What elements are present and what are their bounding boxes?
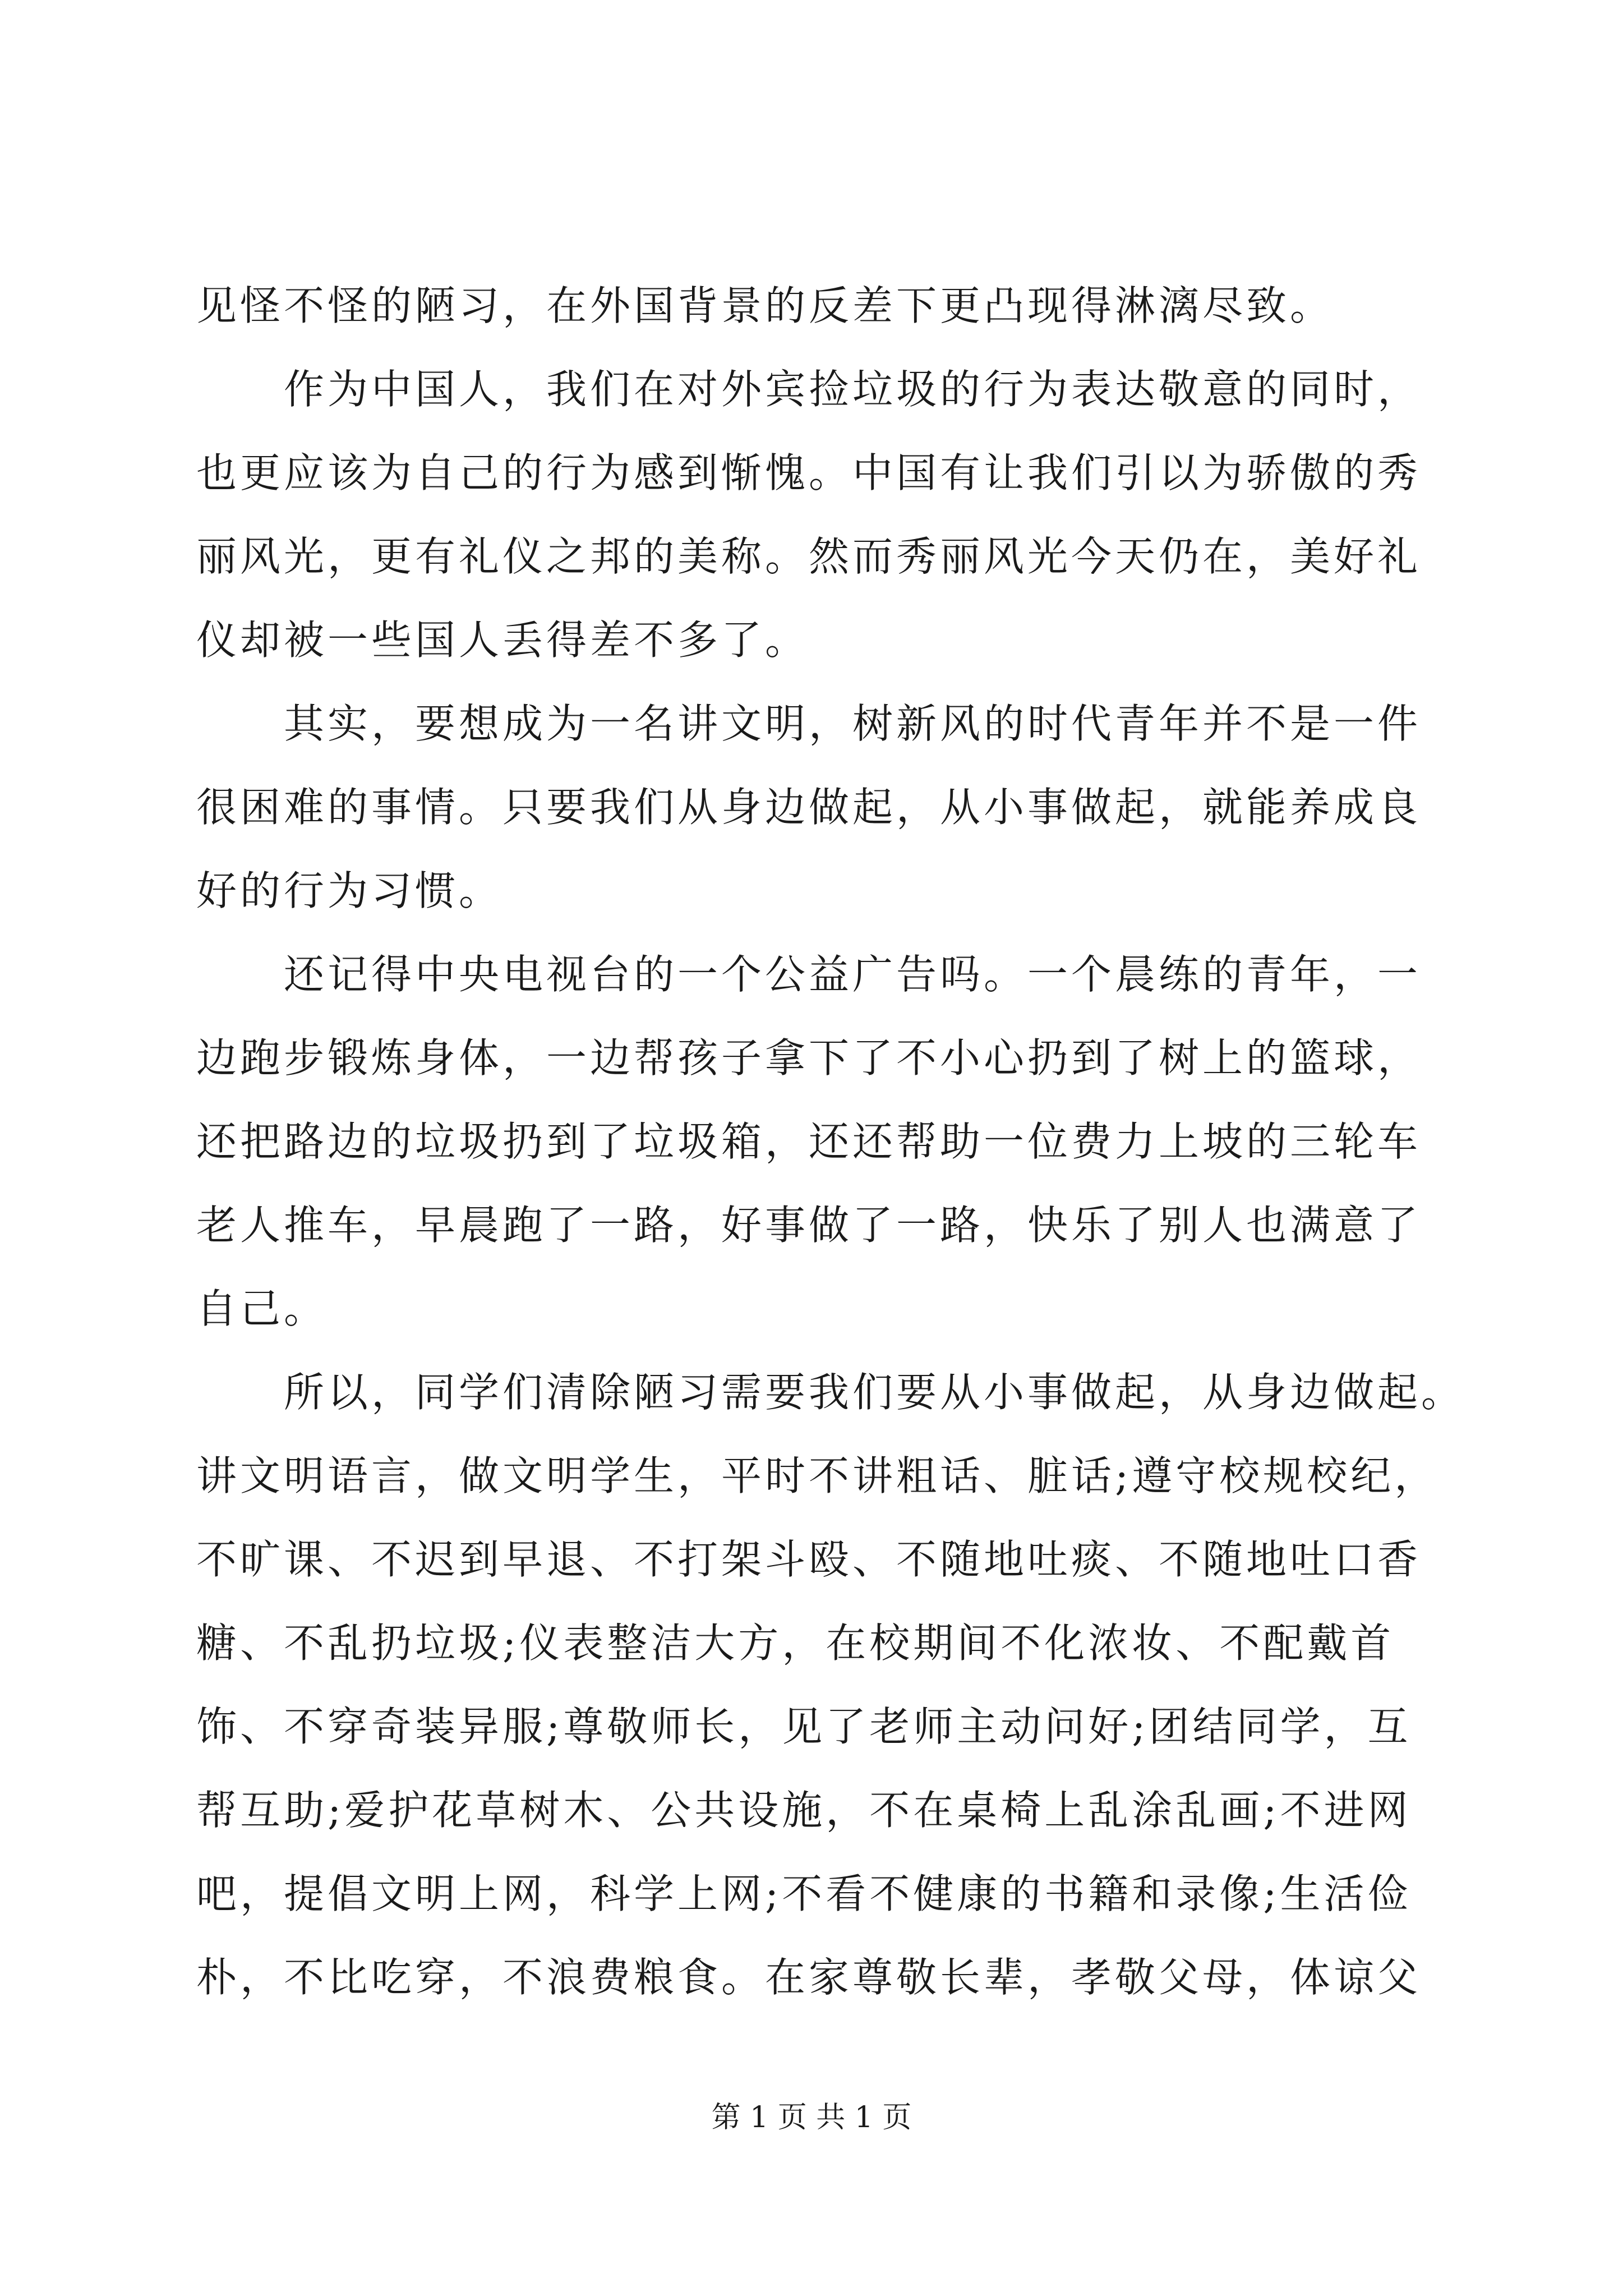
text-line: 所以，同学们清除陋习需要我们要从小事做起，从身边做起。 <box>196 1369 1465 1416</box>
text-line: 丽风光，更有礼仪之邦的美称。然而秀丽风光今天仍在，美好礼 <box>196 533 1422 580</box>
text-line: 很困难的事情。只要我们从身边做起，从小事做起，就能养成良 <box>196 784 1422 831</box>
text-line: 还记得中央电视台的一个公益广告吗。一个晨练的青年，一 <box>196 951 1422 998</box>
text-line: 帮互助;爱护花草树木、公共设施，不在桌椅上乱涂乱画;不进网 <box>196 1787 1412 1834</box>
text-line: 作为中国人，我们在对外宾捡垃圾的行为表达敬意的同时， <box>196 366 1422 413</box>
text-line: 仪却被一些国人丢得差不多了。 <box>196 616 809 664</box>
text-line: 朴，不比吃穿，不浪费粮食。在家尊敬长辈，孝敬父母，体谅父 <box>196 1954 1422 2001</box>
text-line: 还把路边的垃圾扔到了垃圾箱，还还帮助一位费力上坡的三轮车 <box>196 1118 1422 1165</box>
text-line: 边跑步锻炼身体，一边帮孩子拿下了不小心扔到了树上的篮球， <box>196 1034 1422 1082</box>
text-line: 糖、不乱扔垃圾;仪表整洁大方，在校期间不化浓妆、不配戴首 <box>196 1619 1395 1667</box>
text-line: 老人推车，早晨跑了一路，好事做了一路，快乐了别人也满意了 <box>196 1202 1422 1249</box>
text-line: 饰、不穿奇装异服;尊敬师长，见了老师主动问好;团结同学，互 <box>196 1703 1412 1750</box>
page-number-footer: 第 1 页 共 1 页 <box>711 2101 912 2134</box>
text-line: 其实，要想成为一名讲文明，树新风的时代青年并不是一件 <box>196 700 1422 747</box>
text-line: 自己。 <box>196 1285 328 1332</box>
text-line: 不旷课、不迟到早退、不打架斗殴、不随地吐痰、不随地吐口香 <box>196 1536 1422 1583</box>
text-line: 也更应该为自己的行为感到惭愧。中国有让我们引以为骄傲的秀 <box>196 449 1422 496</box>
text-line: 见怪不怪的陋习，在外国背景的反差下更凸现得淋漓尽致。 <box>196 282 1334 329</box>
text-line: 好的行为习惯。 <box>196 867 503 914</box>
text-line: 讲文明语言，做文明学生，平时不讲粗话、脏话;遵守校规校纪， <box>196 1452 1438 1499</box>
text-line: 吧，提倡文明上网，科学上网;不看不健康的书籍和录像;生活俭 <box>196 1870 1412 1917</box>
